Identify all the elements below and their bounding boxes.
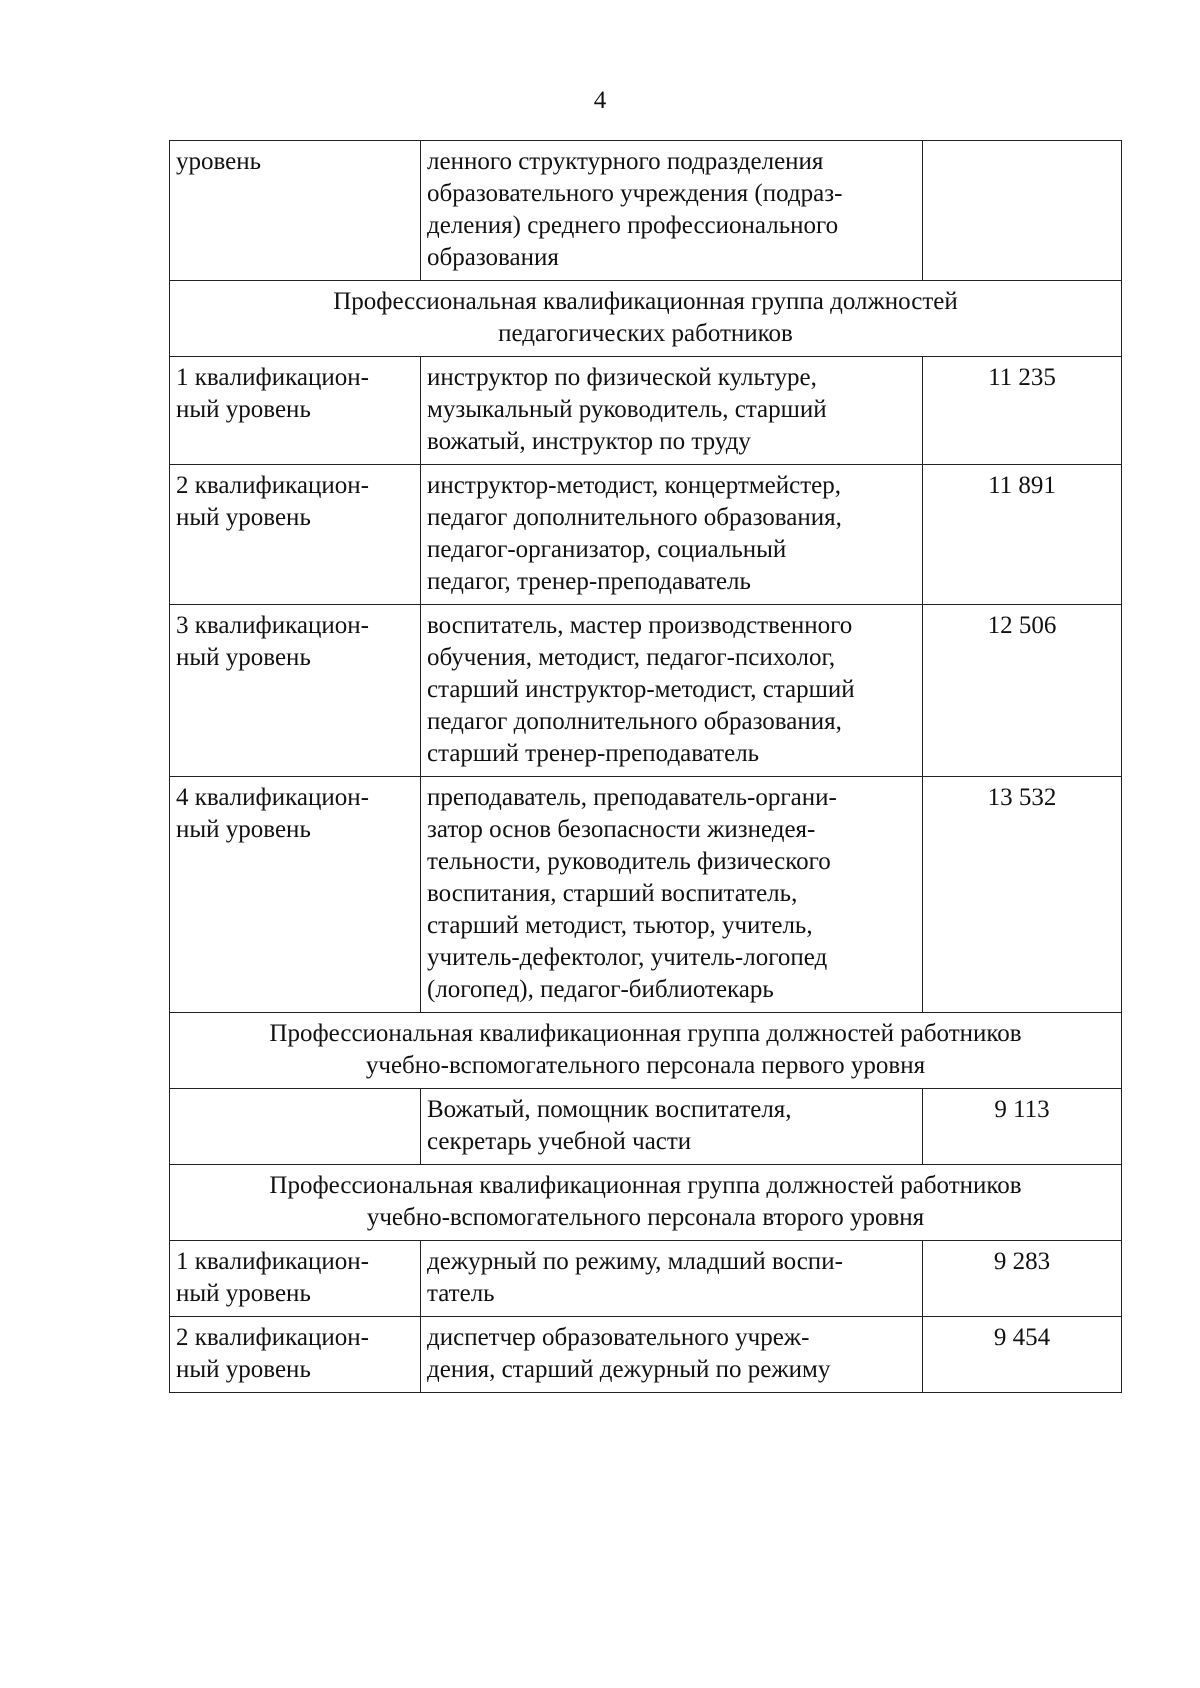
salary-table	[169, 140, 1122, 1393]
table-row	[170, 465, 1122, 605]
table-row	[170, 777, 1122, 1013]
qualification-level-cell: 1 квалификацион- ный уровень	[170, 1241, 421, 1317]
salary-cell: 11 235	[923, 357, 1122, 465]
positions-cell: диспетчер образовательного учреж- дения, старший дежурный по режиму	[421, 1317, 923, 1393]
page-number: 4	[593, 87, 607, 114]
qualification-level-cell	[170, 1089, 421, 1165]
group-header-row	[170, 1013, 1122, 1089]
qualification-level-cell: уровень	[170, 141, 421, 281]
salary-cell: 11 891	[923, 465, 1122, 605]
group-header-row	[170, 281, 1122, 357]
salary-cell	[923, 141, 1122, 281]
group-header-title: Профессиональная квалификационная группа должностей работников учебно-вспомогательного персонала второго уровня	[170, 1165, 1122, 1241]
positions-cell: воспитатель, мастер производственного обучения, методист, педагог-психолог, старший инструктор-методист, старший педагог дополнительного образования, старший тренер-преподаватель	[421, 605, 923, 777]
table-row	[170, 1317, 1122, 1393]
table-row	[170, 1089, 1122, 1165]
qualification-level-cell: 2 квалификацион- ный уровень	[170, 465, 421, 605]
salary-cell: 13 532	[923, 777, 1122, 1013]
positions-cell: дежурный по режиму, младший воспи- татель	[421, 1241, 923, 1317]
positions-cell: инструктор по физической культуре, музыкальный руководитель, старший вожатый, инструктор по труду	[421, 357, 923, 465]
table-row	[170, 1241, 1122, 1317]
qualification-level-cell: 2 квалификацион- ный уровень	[170, 1317, 421, 1393]
qualification-level-cell: 1 квалификацион- ный уровень	[170, 357, 421, 465]
group-header-title: Профессиональная квалификационная группа должностей работников учебно-вспомогательного персонала первого уровня	[170, 1013, 1122, 1089]
group-header-title: Профессиональная квалификационная группа должностей педагогических работников	[170, 281, 1122, 357]
group-header-row	[170, 1165, 1122, 1241]
salary-cell: 9 283	[923, 1241, 1122, 1317]
positions-cell: Вожатый, помощник воспитателя, секретарь учебной части	[421, 1089, 923, 1165]
table-row	[170, 605, 1122, 777]
qualification-level-cell: 4 квалификацион- ный уровень	[170, 777, 421, 1013]
positions-cell: преподаватель, преподаватель-органи- затор основ безопасности жизнедея- тельности, руководитель физического воспитания, старший воспитатель, старший методист, тьютор, учитель, учитель-дефектолог, учитель-логопед (логопед), педагог-библиотекарь	[421, 777, 923, 1013]
qualification-level-cell: 3 квалификацион- ный уровень	[170, 605, 421, 777]
positions-cell: инструктор-методист, концертмейстер, педагог дополнительного образования, педагог-организатор, социальный педагог, тренер-преподаватель	[421, 465, 923, 605]
salary-cell: 9 113	[923, 1089, 1122, 1165]
salary-cell: 9 454	[923, 1317, 1122, 1393]
table-row	[170, 141, 1122, 281]
table-row	[170, 357, 1122, 465]
positions-cell: ленного структурного подразделения образовательного учреждения (подраз- деления) среднего профессионального образования	[421, 141, 923, 281]
salary-cell: 12 506	[923, 605, 1122, 777]
